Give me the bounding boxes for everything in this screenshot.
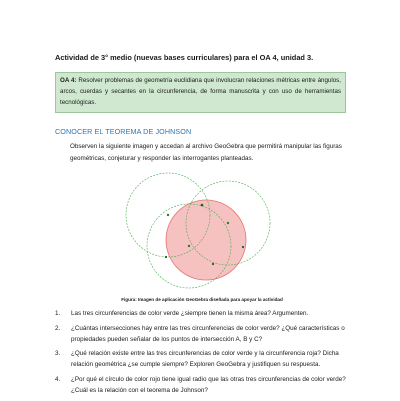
geogebra-figure [118,162,278,297]
question-number: 2. [55,324,61,332]
intersection-point-2 [242,246,244,248]
section-heading: CONOCER EL TEOREMA DE JOHNSON [55,127,192,136]
center-point-c [227,222,229,224]
question-number: 1. [55,310,61,317]
johnson-circles-diagram [118,162,278,297]
question-item [55,349,347,371]
question-number: 4. [55,375,61,383]
oa-label: OA 4: [60,77,77,84]
center-point-a [167,214,169,216]
figure-caption: Figura: Imagen de aplicación GeoGebra diseñada para apoyar la actividad [121,297,283,302]
question-number: 3. [55,350,61,358]
center-point-b [188,245,190,247]
intersection-point-3 [212,263,214,265]
oa-objective-box [55,72,346,113]
red-circle [166,200,246,280]
question-text: ¿Qué relación existe entre las tres circunferencias de color verde y la circunferencia roja? Dicha relación geométrica ¿se cumple siempre? Exploren GeoGebra y justifiquen su respuesta. [71,350,339,369]
question-item [55,309,347,320]
question-text: ¿Cuántas intersecciones hay entre las tres circunferencias de color verde? ¿Qué características o propiedades pueden señalar de los puntos de intersección A, B y C? [71,324,345,343]
question-text: Las tres circunferencias de color verde ¿siempre tienen la misma área? Argumenten. [71,310,309,317]
intersection-point-1 [165,256,167,258]
question-item [55,324,347,346]
oa-text: Resolver problemas de geometría euclidiana que involucran relaciones métricas entre ángulos, arcos, cuerdas y secantes en la circunferencia, de forma manuscrita y con uso de herramientas tecnológicas. [60,77,341,107]
question-item [55,375,347,397]
question-text: ¿Por qué el círculo de color rojo tiene igual radio que las otras tres circunferencias de color verde? ¿Cuál es la relación con el teorema de Johnson? [71,375,346,394]
intro-paragraph: Observen la siguiente imagen y accedan al archivo GeoGebra que permitirá manipular las figuras geométricas, conjeturar y responder las interrogantes planteadas. [70,143,342,162]
activity-title: Actividad de 3° medio (nuevas bases curriculares) para el OA 4, unidad 3. [55,53,314,62]
common-intersection-point [201,204,204,207]
question-list [55,309,347,401]
